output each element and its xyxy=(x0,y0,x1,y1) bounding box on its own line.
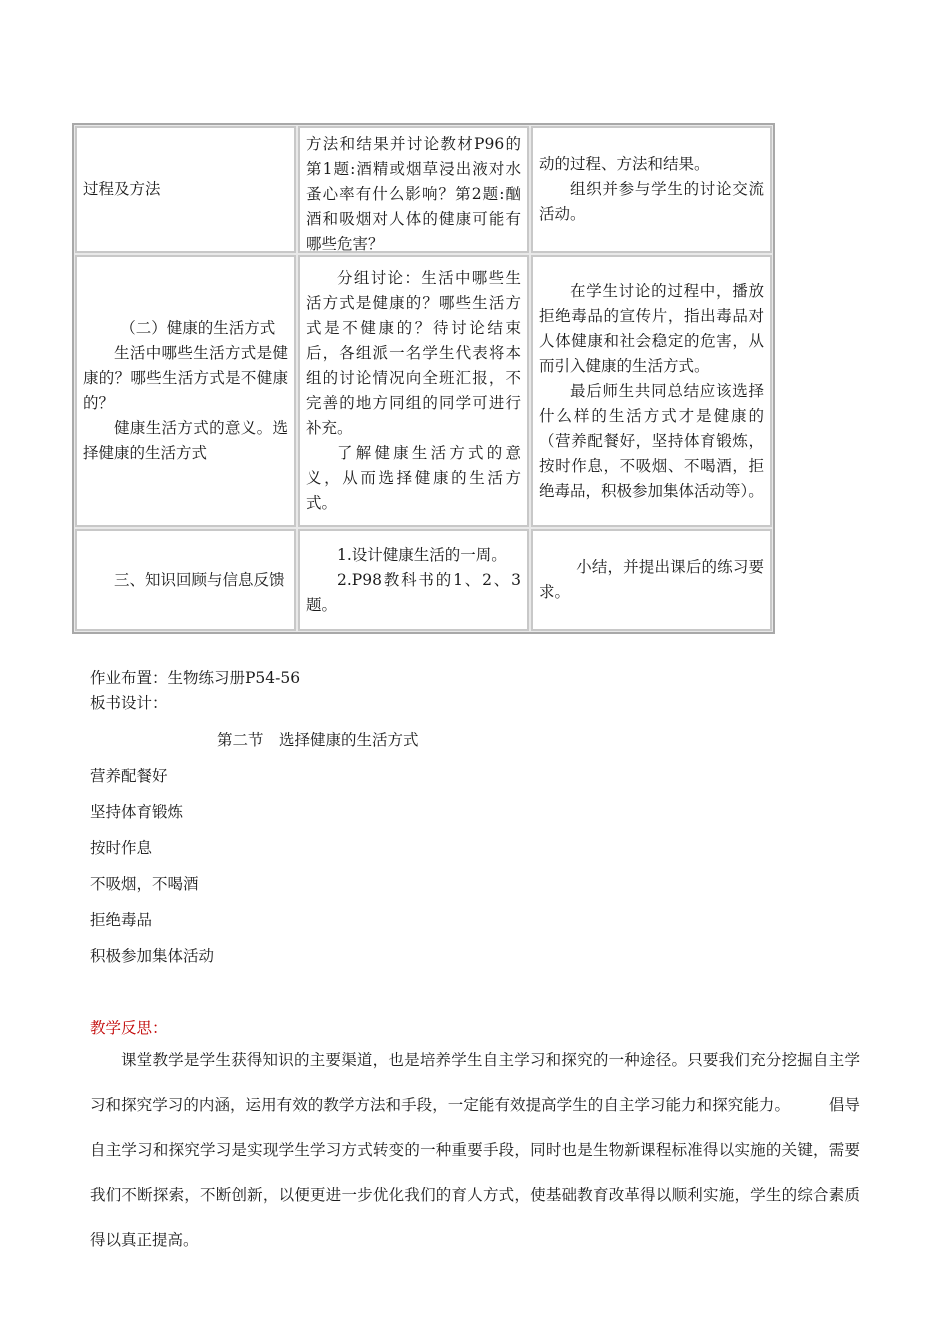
table-cell xyxy=(298,126,529,253)
table-cell xyxy=(531,255,772,527)
board-title: 第二节 选择健康的生活方式 xyxy=(217,731,419,749)
board-item: 拒绝毒品 xyxy=(90,911,153,929)
cell-text: 小结，并提出课后的练习要求。 xyxy=(539,558,764,601)
cell-text: 方法和结果并讨论教材P96的第1题:酒精或烟草浸出液对水蚤心率有什么影响？第2题:酗酒和吸烟对人体的健康可能有哪些危害？ xyxy=(306,135,521,253)
cell-text: 生活中哪些生活方式是健康的？哪些生活方式是不健康的？ xyxy=(83,344,288,412)
cell-text: 过程及方法 xyxy=(83,180,161,198)
cell-text: 组织并参与学生的讨论交流活动。 xyxy=(539,180,764,223)
board-item: 不吸烟，不喝酒 xyxy=(90,875,199,893)
reflection-text: 课堂教学是学生获得知识的主要渠道，也是培养学生自主学习和探究的一种途径。只要我们充分挖掘自主学习和探究学习的内涵，运用有效的教学方法和手段，一定能有效提高学生的自主学习能力和探究能力。 倡导自主学习和探究学习是实现学生学习方式转变的一种重要手段，同时也是生物新课程标准得以实施的关键，需要我们不断探索，不断创新，以便更进一步优化我们的育人方式，使基础教育改革得以顺利实施，学生的综合素质得以真正提高。 xyxy=(90,1051,860,1249)
cell-text: 分组讨论：生活中哪些生活方式是健康的？哪些生活方式是不健康的？待讨论结束后，各组派一名学生代表将本组的讨论情况向全班汇报，不完善的地方同组的同学可进行补充。 xyxy=(306,269,521,437)
reflection-title: 教学反思： xyxy=(90,1019,168,1037)
table-cell xyxy=(531,529,772,631)
table-row xyxy=(74,125,773,254)
homework-line: 作业布置：生物练习册P54-56 xyxy=(90,669,301,687)
table-cell xyxy=(298,529,529,631)
board-item: 积极参加集体活动 xyxy=(90,947,215,965)
board-item: 坚持体育锻炼 xyxy=(90,803,184,821)
cell-text: （二）健康的生活方式 xyxy=(120,319,276,337)
cell-text: 三、知识回顾与信息反馈 xyxy=(114,570,285,589)
cell-text: 最后师生共同总结应该选择什么样的生活方式才是健康的（营养配餐好，坚持体育锻炼，按时作息，不吸烟、不喝酒，拒绝毒品，积极参加集体活动等）。 xyxy=(539,381,764,500)
table-cell xyxy=(75,126,296,253)
cell-text: 了解健康生活方式的意义，从而选择健康的生活方式。 xyxy=(306,444,521,512)
lesson-table xyxy=(72,123,775,634)
cell-text: 动的过程、方法和结果。 xyxy=(539,155,710,173)
table-cell xyxy=(531,126,772,253)
table-cell xyxy=(75,255,296,527)
board-label: 板书设计： xyxy=(90,694,168,712)
table-row xyxy=(74,528,773,632)
cell-text: 1.设计健康生活的一周。 xyxy=(337,545,507,564)
table-row xyxy=(74,254,773,528)
table-cell xyxy=(298,255,529,527)
cell-text: 健康生活方式的意义。选择健康的生活方式 xyxy=(83,419,288,462)
table-cell xyxy=(75,529,296,631)
cell-text: 2.P98教科书的1、2、3题。 xyxy=(306,570,521,614)
board-item: 按时作息 xyxy=(90,839,153,857)
cell-text: 在学生讨论的过程中，播放拒绝毒品的宣传片，指出毒品对人体健康和社会稳定的危害，从而引入健康的生活方式。 xyxy=(539,281,764,375)
board-item: 营养配餐好 xyxy=(90,767,168,785)
